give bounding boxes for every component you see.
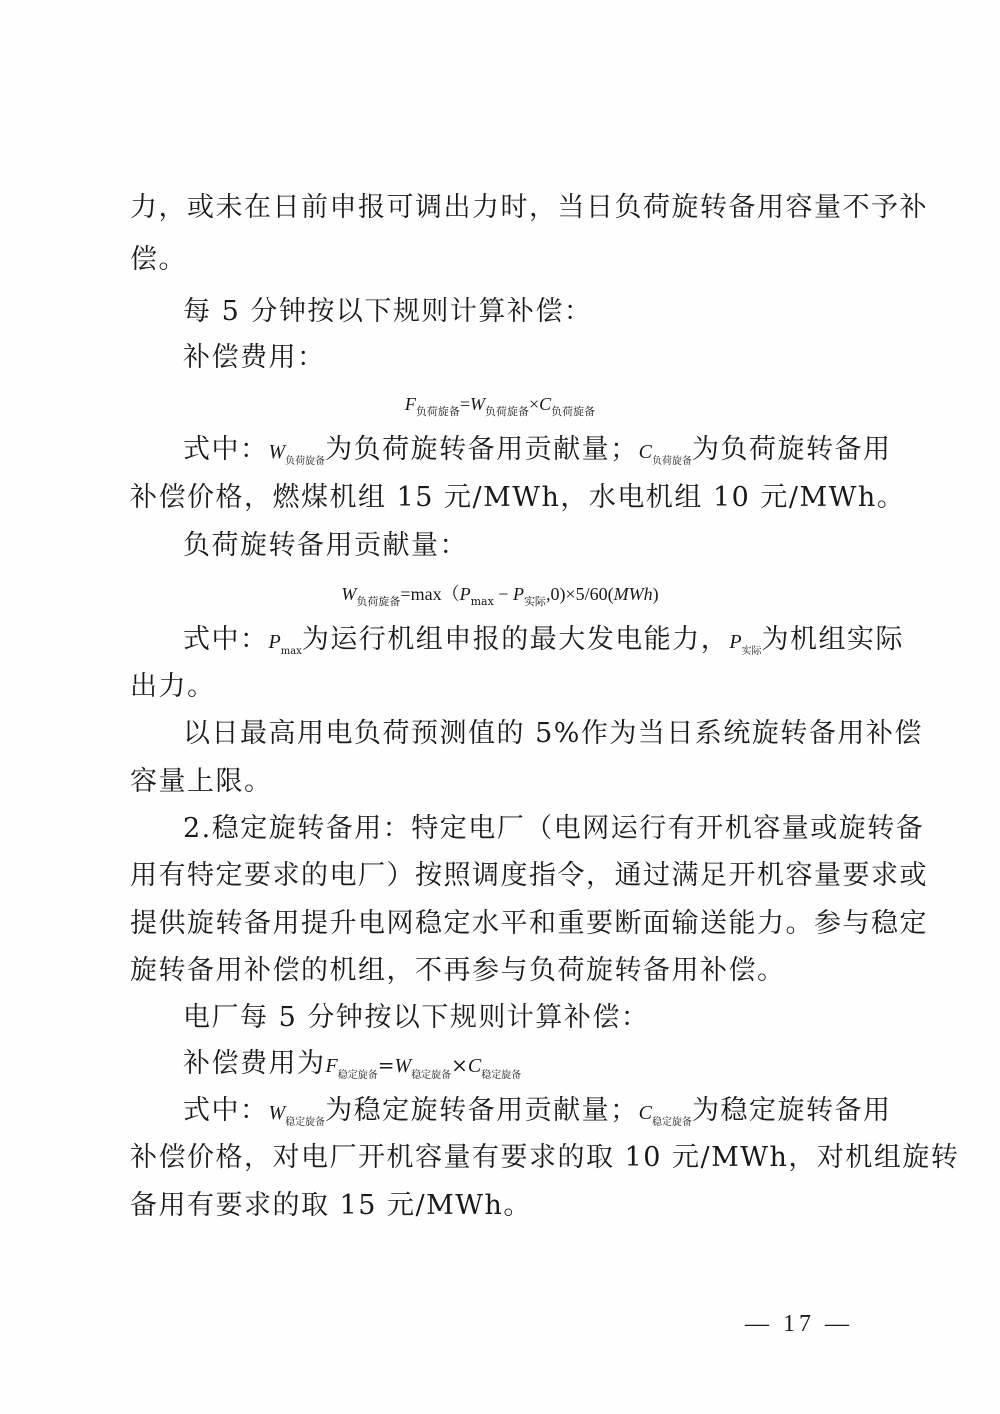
paragraph-line: 用有特定要求的电厂）按照调度指令，通过满足开机容量要求或 (130, 860, 928, 891)
paragraph-line: 旋转备用补偿的机组，不再参与负荷旋转备用补偿。 (130, 955, 786, 986)
formula-load-spinning-reserve-cost: $F_{负荷旋备}=W_{负荷旋备}\times C_{负荷旋备}$ (404, 394, 596, 418)
formula-stable-spinning-reserve-cost: 补偿费用为$F_{稳定旋备}=W_{稳定旋备}\times C_{稳定旋备}$ (183, 1048, 522, 1081)
formula-load-spinning-reserve-contribution: $W_{负荷旋备}=\max(P_{max} - P_{实际},0)\times 5/60(MWh)$ (341, 584, 659, 608)
section-heading-line: 2.稳定旋转备用：特定电厂（电网运行有开机容量或旋转备 (183, 813, 925, 844)
page-number: — 17 — (745, 1311, 853, 1337)
paragraph-line: 出力。 (130, 671, 216, 702)
paragraph-line: 备用有要求的取 15 元/MWh。 (130, 1190, 532, 1221)
formula-explanation-line: 式中：$W_{稳定旋备}$为稳定旋转备用贡献量；$C_{稳定旋备}$为稳定旋转备用 (183, 1095, 892, 1128)
paragraph-line: 偿。 (130, 244, 187, 275)
cost-label: 补偿费用： (183, 342, 326, 373)
paragraph-line: 补偿价格，燃煤机组 15 元/MWh，水电机组 10 元/MWh。 (130, 482, 906, 513)
formula-explanation-line: 式中：$W_{负荷旋备}$为负荷旋转备用贡献量；$C_{负荷旋备}$为负荷旋转备用 (183, 434, 892, 467)
formula-explanation-line: 式中：$P_{max}$为运行机组申报的最大发电能力，$P_{实际}$为机组实际 (183, 624, 905, 657)
paragraph-line: 提供旋转备用提升电网稳定水平和重要断面输送能力。参与稳定 (130, 908, 928, 939)
paragraph-line: 补偿价格，对电厂开机容量有要求的取 10 元/MWh，对机组旋转 (130, 1142, 960, 1173)
rule-intro: 每 5 分钟按以下规则计算补偿： (183, 296, 593, 327)
paragraph-line: 以日最高用电负荷预测值的 5%作为当日系统旋转备用补偿 (183, 718, 923, 749)
paragraph-line: 力，或未在日前申报可调出力时，当日负荷旋转备用容量不予补 (130, 192, 928, 223)
paragraph-line: 容量上限。 (130, 766, 273, 797)
rule-intro: 电厂每 5 分钟按以下规则计算补偿： (183, 1002, 650, 1033)
contribution-label: 负荷旋转备用贡献量： (183, 530, 468, 561)
